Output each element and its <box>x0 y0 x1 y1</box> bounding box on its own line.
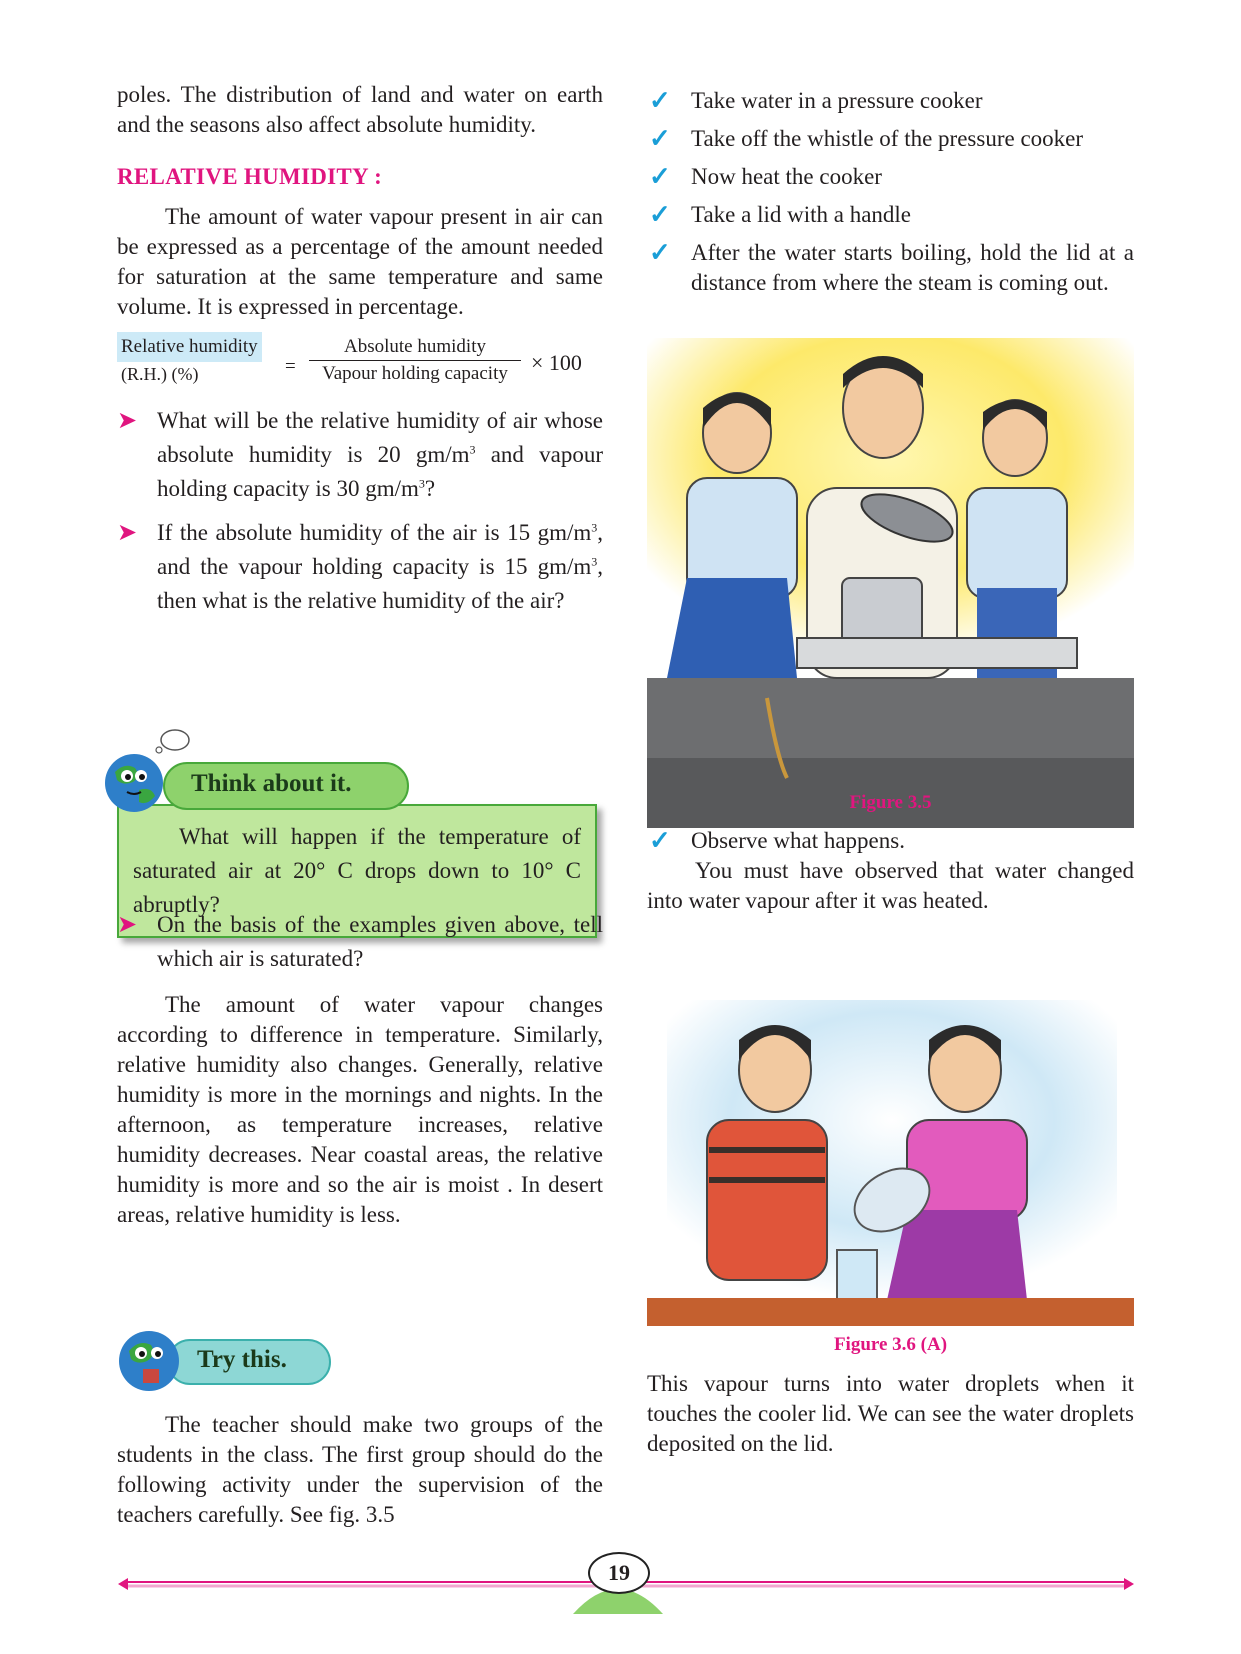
observe-text: Observe what happens. <box>691 828 905 853</box>
figure-3-5-illustration <box>647 338 1134 828</box>
question-2-sup1: 3 <box>591 520 598 535</box>
closing-block <box>647 1369 1134 1459</box>
step-text: Take water in a pressure cooker <box>691 88 983 113</box>
question-2 <box>117 516 603 618</box>
formula-numerator: Absolute humidity <box>309 334 521 361</box>
intro-paragraph: poles. The distribution of land and water on earth and the seasons also affect absolute humidity. <box>117 82 603 137</box>
thought-bubble-icon <box>151 728 191 754</box>
question-1-text-c: ? <box>424 476 436 501</box>
step-item <box>647 162 1134 192</box>
step-item <box>647 86 1134 116</box>
formula-equals: = <box>285 356 296 377</box>
relative-humidity-formula <box>117 332 603 394</box>
closing-paragraph: This vapour turns into water droplets when it touches the cooler lid. We can see the water droplets deposited on the lid. <box>647 1371 1134 1456</box>
arrow-bullet-icon: ➤ <box>117 408 138 434</box>
definition-paragraph: The amount of water vapour present in air can be expressed as a percentage of the amount needed for saturation at the same temperature and same volume. It is expressed in percentage. <box>117 204 603 319</box>
question-1-sup1: 3 <box>469 442 476 457</box>
observe-item <box>647 826 1134 856</box>
step-item <box>647 238 1134 298</box>
formula-fraction <box>309 334 521 387</box>
check-icon: ✓ <box>649 200 671 229</box>
think-text: What will happen if the temperature of saturated air at 20° C drops down to 10° C abruptly? <box>133 824 581 917</box>
try-text-block <box>117 1410 603 1530</box>
check-icon: ✓ <box>649 238 671 267</box>
step-text: After the water starts boiling, hold the lid at a distance from where the steam is coming out. <box>691 240 1134 295</box>
think-title: Think about it. <box>191 770 352 797</box>
globe-mascot-icon <box>117 1329 181 1393</box>
left-column <box>117 80 603 618</box>
question-2-text-c: , then what is the relative humidity of the air? <box>157 554 603 613</box>
step-text: Take off the whistle of the pressure cooker <box>691 126 1084 151</box>
figure-3-5-caption: Figure 3.5 <box>849 792 932 813</box>
formula-denominator: Vapour holding capacity <box>322 363 508 384</box>
try-title: Try this. <box>197 1346 287 1373</box>
question-1-text-a: What will be the relative humidity of air whose absolute humidity is 20 gm/m <box>157 408 603 467</box>
question-1-text-b: and vapour holding capacity is 30 gm/m <box>157 442 603 501</box>
think-about-it-box <box>103 728 613 938</box>
humidity-change-paragraph: The amount of water vapour changes according to difference in temperature. Similarly, relative humidity also changes. Generally, relative humidity is more in the mornings and nights. In the afternoon, as temperature increases, relative humidity decreases. Near coastal areas, the relative humidity is more and so the air is moist . In desert areas, relative humidity is less. <box>117 992 603 1227</box>
question-3-text: On the basis of the examples given above, tell which air is saturated? <box>157 912 603 971</box>
check-icon: ✓ <box>649 826 671 855</box>
formula-lhs-label: Relative humidity <box>117 332 262 362</box>
question-1 <box>117 404 603 506</box>
question-2-text-b: , and the vapour holding capacity is 15 gm/m <box>157 520 603 579</box>
question-2-text-a: If the absolute humidity of the air is 15 gm/m <box>157 520 592 545</box>
formula-lhs-unit: (R.H.) (%) <box>121 364 199 384</box>
step-item <box>647 124 1134 154</box>
check-icon: ✓ <box>649 124 671 153</box>
formula-lhs <box>117 332 275 386</box>
try-text: The teacher should make two groups of the students in the class. The first group should do the following activity under the supervision of the teachers carefully. See fig. 3.5 <box>117 1412 603 1527</box>
arrow-bullet-icon: ➤ <box>117 912 138 938</box>
step-text: Take a lid with a handle <box>691 202 912 227</box>
think-title-pill <box>163 762 409 810</box>
try-this-box <box>117 1325 337 1399</box>
left-lower <box>117 908 603 1230</box>
arrow-bullet-icon: ➤ <box>117 520 138 546</box>
question-1-sup2: 3 <box>418 476 425 491</box>
check-icon: ✓ <box>649 162 671 191</box>
step-text: Now heat the cooker <box>691 164 882 189</box>
formula-multiplier: × 100 <box>531 350 582 375</box>
observed-paragraph: You must have observed that water changed into water vapour after it was heated. <box>647 858 1134 913</box>
right-column-steps <box>647 86 1134 306</box>
step-item <box>647 200 1134 230</box>
observe-block <box>647 826 1134 916</box>
try-title-pill <box>167 1339 331 1385</box>
figure-3-6a-caption: Figure 3.6 (A) <box>833 1334 948 1355</box>
question-3 <box>117 908 603 976</box>
page-number: 19 <box>588 1552 650 1594</box>
section-heading: RELATIVE HUMIDITY : <box>117 164 383 189</box>
question-2-sup2: 3 <box>591 554 598 569</box>
figure-3-6a-illustration <box>647 1000 1134 1330</box>
globe-mascot-icon <box>103 752 165 814</box>
check-icon: ✓ <box>649 86 671 115</box>
